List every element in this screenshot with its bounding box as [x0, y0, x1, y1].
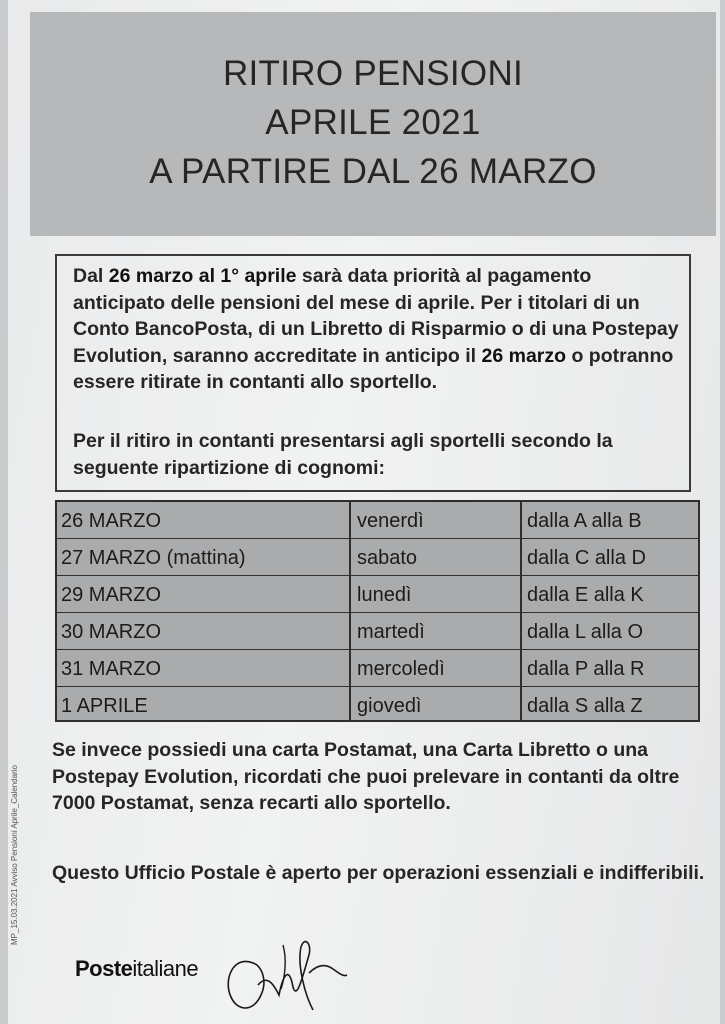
weekday-cell: venerdì — [357, 510, 424, 532]
logo-bold-text: Poste — [75, 956, 133, 981]
table-row — [57, 650, 698, 687]
weekday-cell: giovedì — [357, 695, 422, 717]
title-line-1: RITIRO PENSIONI — [222, 54, 524, 93]
surname-range-cell: dalla C alla D — [527, 547, 646, 569]
table-row — [57, 502, 698, 539]
weekday-cell: sabato — [357, 547, 418, 569]
weekday-cell: lunedì — [357, 584, 412, 606]
office-note: Questo Ufficio Postale è aperto per operazioni essenziali e indifferibili. — [52, 862, 705, 884]
postamat-note: Se invece possiedi una carta Postamat, una Carta Libretto o una Postepay Evolution, ricordati che puoi prelevare in contanti da oltre 7000 Postamat, senza recarti allo sportello. — [52, 739, 680, 814]
notice-sheet — [8, 0, 720, 1024]
date-cell: 30 MARZO — [61, 621, 162, 643]
date-cell: 1 APRILE — [61, 695, 148, 717]
date-cell: 26 MARZO — [61, 510, 162, 532]
intro-text: sarà data priorità al pagamento anticipato delle pensioni del mese di aprile. Per i titolari di un Conto BancoPosta, di un Libretto di Risparmio o di una Postepay Evolution, saranno accreditate in anticipo il — [73, 265, 679, 367]
title-line-3: A PARTIRE DAL 26 MARZO — [149, 152, 597, 191]
handwritten-signature — [213, 925, 353, 1020]
surname-range-cell: dalla L alla O — [527, 621, 643, 643]
table-row — [57, 576, 698, 613]
logo-regular-text: italiane — [132, 956, 199, 981]
surname-range-cell: dalla A alla B — [527, 510, 642, 532]
intro-box — [55, 254, 691, 492]
weekday-cell: martedì — [357, 621, 425, 643]
surname-range-cell: dalla P alla R — [527, 658, 645, 680]
date-cell: 31 MARZO — [61, 658, 162, 680]
intro-credit-date: 26 marzo — [481, 344, 567, 367]
poste-italiane-logo — [75, 956, 198, 982]
surname-range-cell: dalla E alla K — [527, 584, 644, 606]
intro-paragraph — [73, 263, 681, 396]
date-cell: 29 MARZO — [61, 584, 162, 606]
table-row — [57, 539, 698, 576]
date-cell: 27 MARZO (mattina) — [61, 547, 246, 569]
intro-text: o potranno essere ritirate in contanti allo sportello. — [73, 344, 674, 393]
instructions-paragraph: Per il ritiro in contanti presentarsi agli sportelli secondo la seguente ripartizione di cognomi: — [73, 430, 613, 479]
table-row — [57, 613, 698, 650]
schedule-table — [55, 500, 700, 722]
document-code: MP_15.03.2021 Avviso Pensioni Aprile_Calendario — [10, 765, 19, 945]
intro-text: Dal — [73, 265, 109, 287]
intro-date-range: 26 marzo al 1° aprile — [108, 265, 297, 287]
weekday-cell: mercoledì — [357, 658, 445, 680]
table-row — [57, 687, 698, 724]
title-line-2: APRILE 2021 — [265, 103, 481, 142]
surname-range-cell: dalla S alla Z — [527, 695, 643, 717]
title-banner — [30, 12, 716, 236]
